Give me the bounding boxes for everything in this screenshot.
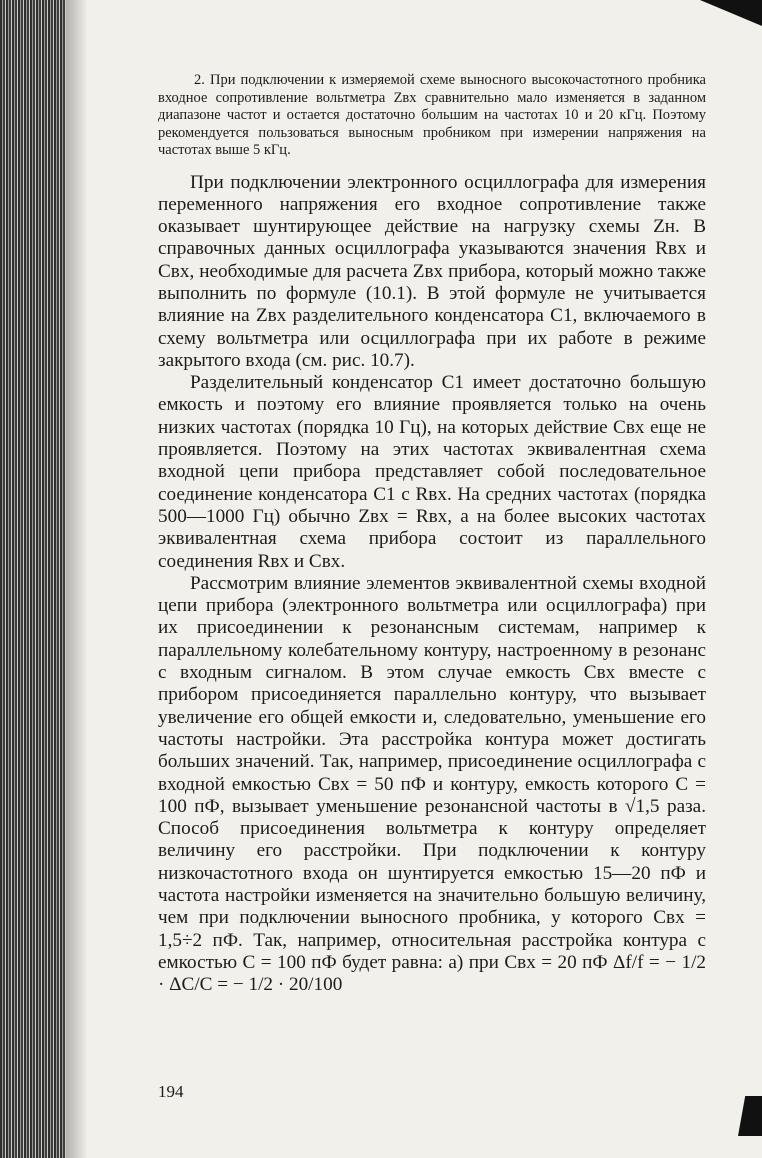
scan-corner-mark [700,0,762,26]
page-number: 194 [158,1082,184,1101]
paragraph-1: При подключении электронного осциллографа для измерения переменного напряжения его входное сопротивление также оказывает шунтирующее действие на нагрузку схемы Zн. В справочных данных осциллографа указываются значения Rвх и Cвх, необходимые для расчета Zвх прибора, который можно также выполнить по формуле (10.1). В этой формуле не учитывается влияние на Zвх разделительного конденсатора C1, включаемого в схему вольтметра или осциллографа при их работе в режиме закрытого входа (см. рис. 10.7). [158,171,706,371]
paragraph-3: Рассмотрим влияние элементов эквивалентной схемы входной цепи прибора (электронного вольтметра или осциллографа) при их присоединении к резонансным системам, например к параллельному колебательному контуру, настроенному в резонанс с входным сигналом. В этом случае емкость Cвх вместе с прибором присоединяется параллельно контуру, что вызывает увеличение его общей емкости и, следовательно, уменьшение его частоты настройки. Эта расстройка контура может достигать больших значений. Так, например, присоединение осциллографа с входной емкостью Cвх = 50 пФ и контуру, емкость которого C = 100 пФ, вызывает уменьшение резонансной частоты в √1,5 раза. Способ присоединения вольтметра к контуру определяет величину его расстройки. При подключении к контуру низкочастотного входа он шунтируется емкостью 15—20 пФ и частота настройки изменяется на значительно большую величину, чем при подключении выносного пробника, у которого Cвх = 1,5÷2 пФ. Так, например, относительная расстройка контура с емкостью C = 100 пФ будет равна: а) при Cвх = 20 пФ Δf/f = − 1/2 · ΔC/C = − 1/2 · 20/100 [158,572,706,996]
paragraph-2: Разделительный конденсатор C1 имеет достаточно большую емкость и поэтому его влияние проявляется только на очень низких частотах (порядка 10 Гц), на которых действие Cвх еще не проявляется. Поэтому на этих частотах эквивалентная схема входной цепи прибора представляет собой последовательное соединение конденсатора C1 с Rвх. На средних частотах (порядка 500—1000 Гц) обычно Zвх = Rвх, а на более высоких частотах эквивалентная схема прибора состоит из параллельного соединения Rвх и Cвх. [158,372,706,572]
page-body [158,72,706,996]
note-paragraph: 2. При подключении к измеряемой схеме выносного высокочастотного пробника входное сопротивление вольтметра Zвх сравнительно мало изменяется в заданном диапазоне частот и остается достаточно большим на частотах 10 и 20 кГц. Поэтому рекомендуется пользоваться выносным пробником при измерении напряжения на частотах выше 5 кГц. [158,72,706,158]
book-binding-edge [0,0,66,1158]
scan-bottom-mark [738,1096,762,1136]
binding-shadow [66,0,88,1158]
